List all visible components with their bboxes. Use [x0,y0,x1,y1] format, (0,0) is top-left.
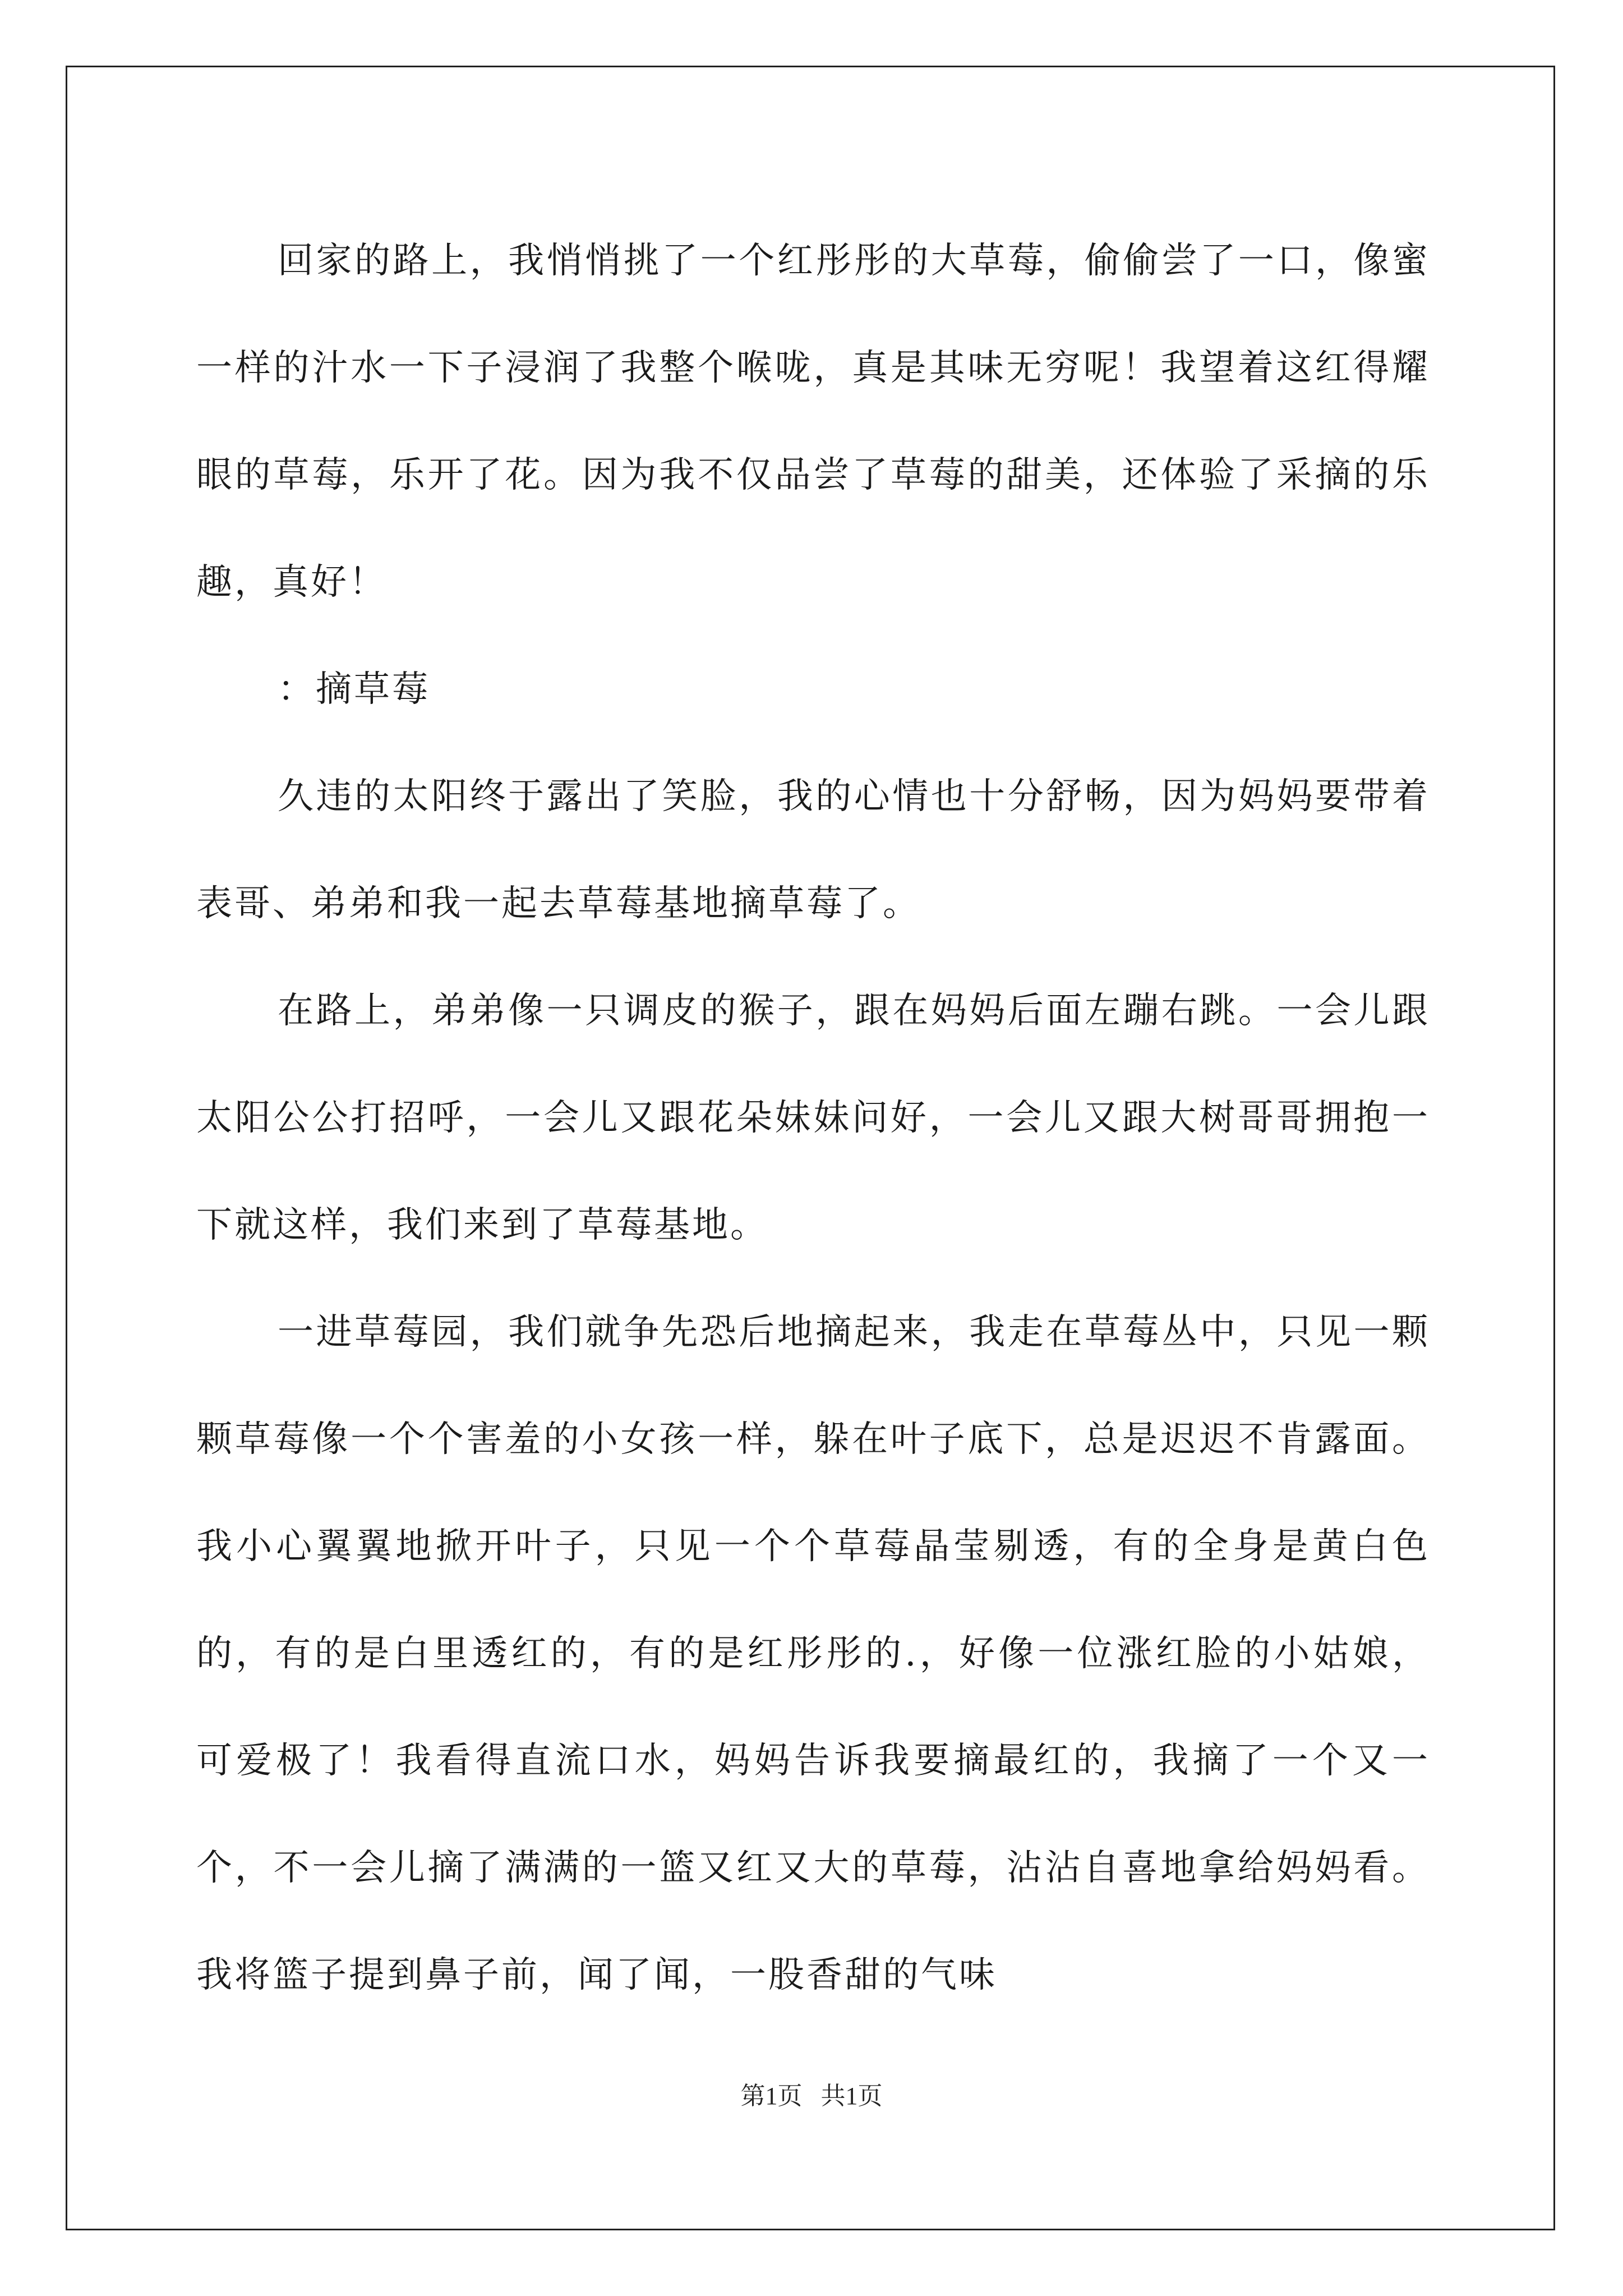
document-body [196,208,1430,2029]
page-number-footer: 第1页 共1页 [740,2082,883,2110]
paragraph-2: 久违的太阳终于露出了笑脸，我的心情也十分舒畅，因为妈妈要带着表哥、弟弟和我一起去草莓基地摘草莓了。 [196,776,1430,924]
paragraph-1: 回家的路上，我悄悄挑了一个红彤彤的大草莓，偷偷尝了一口，像蜜一样的汁水一下子浸润了我整个喉咙，真是其味无穷呢！我望着这红得耀眼的草莓，乐开了花。因为我不仅品尝了草莓的甜美，还体验了采摘的乐趣，真好！ [196,240,1430,603]
paragraph-4: 一进草莓园，我们就争先恐后地摘起来，我走在草莓丛中，只见一颗颗草莓像一个个害羞的小女孩一样，躲在叶子底下，总是迟迟不肯露面。我小心翼翼地掀开叶子，只见一个个草莓晶莹剔透，有的全身是黄白色的，有的是白里透红的，有的是红彤彤的.，好像一位涨红脸的小姑娘，可爱极了！我看得直流口水，妈妈告诉我要摘最红的，我摘了一个又一个，不一会儿摘了满满的一篮又红又大的草莓，沾沾自喜地拿给妈妈看。我将篮子提到鼻子前，闻了闻，一股香甜的气味 [196,1312,1430,1996]
paragraph-heading: ：摘草莓 [278,669,430,710]
paragraph-3: 在路上，弟弟像一只调皮的猴子，跟在妈妈后面左蹦右跳。一会儿跟太阳公公打招呼，一会儿又跟花朵妹妹问好，一会儿又跟大树哥哥拥抱一下就这样，我们来到了草莓基地。 [196,990,1430,1246]
